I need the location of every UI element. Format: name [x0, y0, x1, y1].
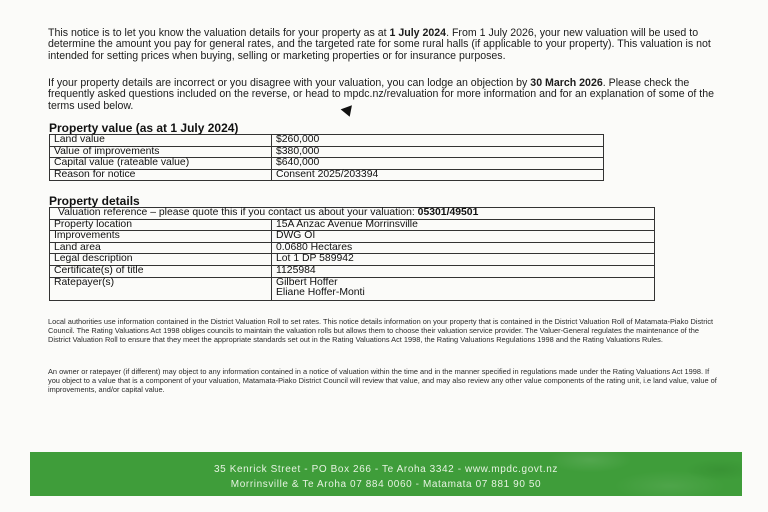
capital-value-label: Capital value (rateable value)	[50, 158, 272, 170]
table-row	[50, 231, 655, 243]
objection-deadline: 30 March 2026	[530, 77, 603, 89]
property-location: 15A Anzac Avenue Morrinsville	[272, 219, 655, 231]
ratepayers	[272, 277, 655, 300]
improvements-label: Improvements	[50, 231, 272, 243]
table-row	[50, 135, 604, 147]
table-row	[50, 158, 604, 170]
improvements-value: $380,000	[272, 146, 604, 158]
table-row	[50, 169, 604, 181]
local-authorities-paragraph: Local authorities use information contained in the District Valuation Roll to set rates. This notice details information on your property that is contained in the District Valuation Roll of Matamata-Piako District Council. The Rating Valuations Act 1998 obliges councils to maintain the valuation rolls but allows them to choose their valuation service provider. The Valuer-General regulates the maintenance of the District Valuation Roll to ensure that they meet the appropriate standards set out in the Rating Valuations Act 1998, the Rating Valuations Regulations 1998 and the Rating Valuations Rules.	[48, 317, 714, 344]
objection-paragraph	[48, 78, 716, 112]
legal-description: Lot 1 DP 589942	[272, 254, 655, 266]
valuation-reference-cell	[50, 208, 655, 220]
reason-label: Reason for notice	[50, 169, 272, 181]
table-row	[50, 277, 655, 300]
table-row	[50, 146, 604, 158]
objection-text-end: . Please check the frequently asked questions included on the reverse, or head to mpdc.nz/revaluation for more information and for an explanation of some of the terms used below.	[48, 77, 715, 112]
land-value-label: Land value	[50, 135, 272, 147]
property-value-table	[49, 134, 604, 181]
ratepayer-name: Gilbert Hoffer	[276, 276, 338, 288]
valuation-reference-number: 05301/49501	[417, 207, 479, 218]
table-row	[50, 254, 655, 266]
valuation-reference-label: Valuation reference – please quote this if you contact us about your valuation:	[58, 207, 418, 218]
property-location-label: Property location	[50, 219, 272, 231]
property-details-title: Property details	[49, 194, 140, 208]
reason-value: Consent 2025/203394	[272, 169, 604, 181]
intro-paragraph	[48, 28, 716, 62]
table-row	[50, 208, 655, 220]
objection-rights-paragraph: An owner or ratepayer (if different) may object to any information contained in a notice of valuation within the time and in the manner specified in regulations made under the Rating Valuations Act 1998. If you object to a value that is a component of your valuation, Matamata-Piako District Council will review that value, and may also review any other value components of the rating unit, i.e land value, value of improvements, and/or capital value.	[48, 367, 717, 394]
council-footer-banner	[30, 452, 742, 496]
land-area: 0.0680 Hectares	[272, 242, 655, 254]
intro-text-start: This notice is to let you know the valuation details for your property as at	[48, 27, 390, 39]
footer-phone-numbers: Morrinsville & Te Aroha 07 884 0060 - Matamata 07 881 90 50	[230, 479, 542, 490]
footer-address: 35 Kenrick Street - PO Box 266 - Te Aroha 3342 - www.mpdc.govt.nz	[214, 464, 558, 475]
land-area-label: Land area	[50, 242, 272, 254]
property-value-title: Property value (as at 1 July 2024)	[49, 121, 239, 135]
land-value: $260,000	[272, 135, 604, 147]
ratepayers-label: Ratepayer(s)	[50, 277, 272, 300]
legal-description-label: Legal description	[50, 254, 272, 266]
table-row	[50, 219, 655, 231]
table-row	[50, 242, 655, 254]
improvements-value-label: Value of improvements	[50, 146, 272, 158]
certificate-of-title-label: Certificate(s) of title	[50, 265, 272, 277]
table-row	[50, 265, 655, 277]
improvements: DWG OI	[272, 231, 655, 243]
objection-text-start: If your property details are incorrect or you disagree with your valuation, you can lodge an objection by	[48, 77, 531, 89]
intro-text-end: . From 1 July 2026, your new valuation will be used to determine the amount you pay for general rates, and the targeted rate for some rural halls (if applicable to your property). This valuation is not intended for setting prices when buying, selling or marketing properties or for insurance purposes.	[48, 27, 711, 62]
capital-value: $640,000	[272, 158, 604, 170]
ratepayer-name: Eliane Hoffer-Monti	[276, 287, 365, 299]
certificate-of-title: 1125984	[272, 265, 655, 277]
property-details-table	[49, 207, 655, 301]
valuation-date: 1 July 2024	[389, 27, 447, 39]
